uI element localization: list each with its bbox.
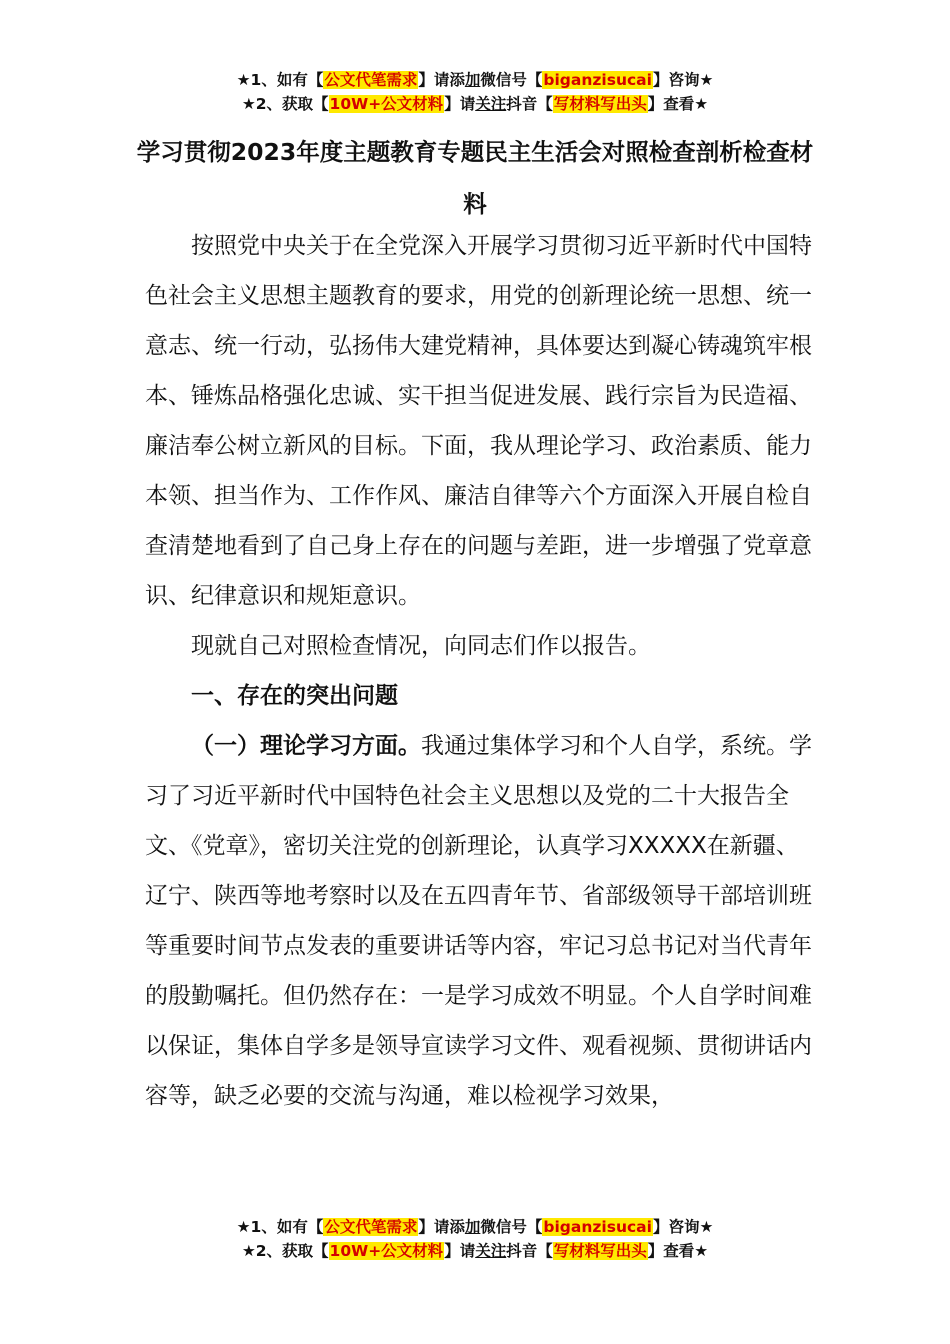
banner-line-2: ★2、获取【10W+公文材料】请关注抖音【写材料写出头】查看★ [241,95,709,113]
highlight-wechat-id: biganzisucai [543,1218,652,1236]
section-heading: 一、存在的突出问题 [191,683,398,709]
subsection-label: （一）理论学习方面。 [191,733,421,759]
highlight-service: 公文代笔需求 [324,1218,418,1236]
highlight-douyin: 写材料写出头 [553,1242,647,1260]
document-title: 学习贯彻2023年度主题教育专题民主生活会对照检查剖析检查材料 [136,138,814,218]
subsection-paragraph [145,721,815,1121]
footer-banner [0,1215,950,1263]
highlight-wechat-id: biganzisucai [543,71,652,89]
highlight-materials: 10W+公文材料 [329,1242,444,1260]
banner-line-1: ★1、如有【公文代笔需求】请添加微信号【biganzisucai】咨询★ [236,1218,714,1236]
report-paragraph: 现就自己对照检查情况，向同志们作以报告。 [191,633,651,659]
subsection-text: 我通过集体学习和个人自学，系统。学习了习近平新时代中国特色社会主义思想以及党的二十大报告全文、《党章》，密切关注党的创新理论，认真学习XXXXX在新疆、辽宁、陕西等地考察时以及在五四青年节、省部级领导干部培训班等重要时间节点发表的重要讲话等内容，牢记习总书记对当代青年的殷勤嘱托。但仍然存在：一是学习成效不明显。个人自学时间难以保证，集体自学多是领导宣读学习文件、观看视频、贯彻讲话内容等，缺乏必要的交流与沟通，难以检视学习效果， [145,733,812,1109]
banner-line-1: ★1、如有【公文代笔需求】请添加微信号【biganzisucai】咨询★ [236,71,714,89]
highlight-materials: 10W+公文材料 [329,95,444,113]
intro-paragraph: 按照党中央关于在全党深入开展学习贯彻习近平新时代中国特色社会主义思想主题教育的要求，用党的创新理论统一思想、统一意志、统一行动，弘扬伟大建党精神，具体要达到凝心铸魂筑牢根本、锤炼品格强化忠诚、实干担当促进发展、践行宗旨为民造福、廉洁奉公树立新风的目标。下面，我从理论学习、政治素质、能力本领、担当作为、工作作风、廉洁自律等六个方面深入开展自检自查清楚地看到了自己身上存在的问题与差距，进一步增强了党章意识、纪律意识和规矩意识。 [145,233,812,609]
highlight-douyin: 写材料写出头 [553,95,647,113]
banner-line-2: ★2、获取【10W+公文材料】请关注抖音【写材料写出头】查看★ [241,1242,709,1260]
document-body [145,221,815,1121]
header-banner [0,68,950,116]
highlight-service: 公文代笔需求 [324,71,418,89]
